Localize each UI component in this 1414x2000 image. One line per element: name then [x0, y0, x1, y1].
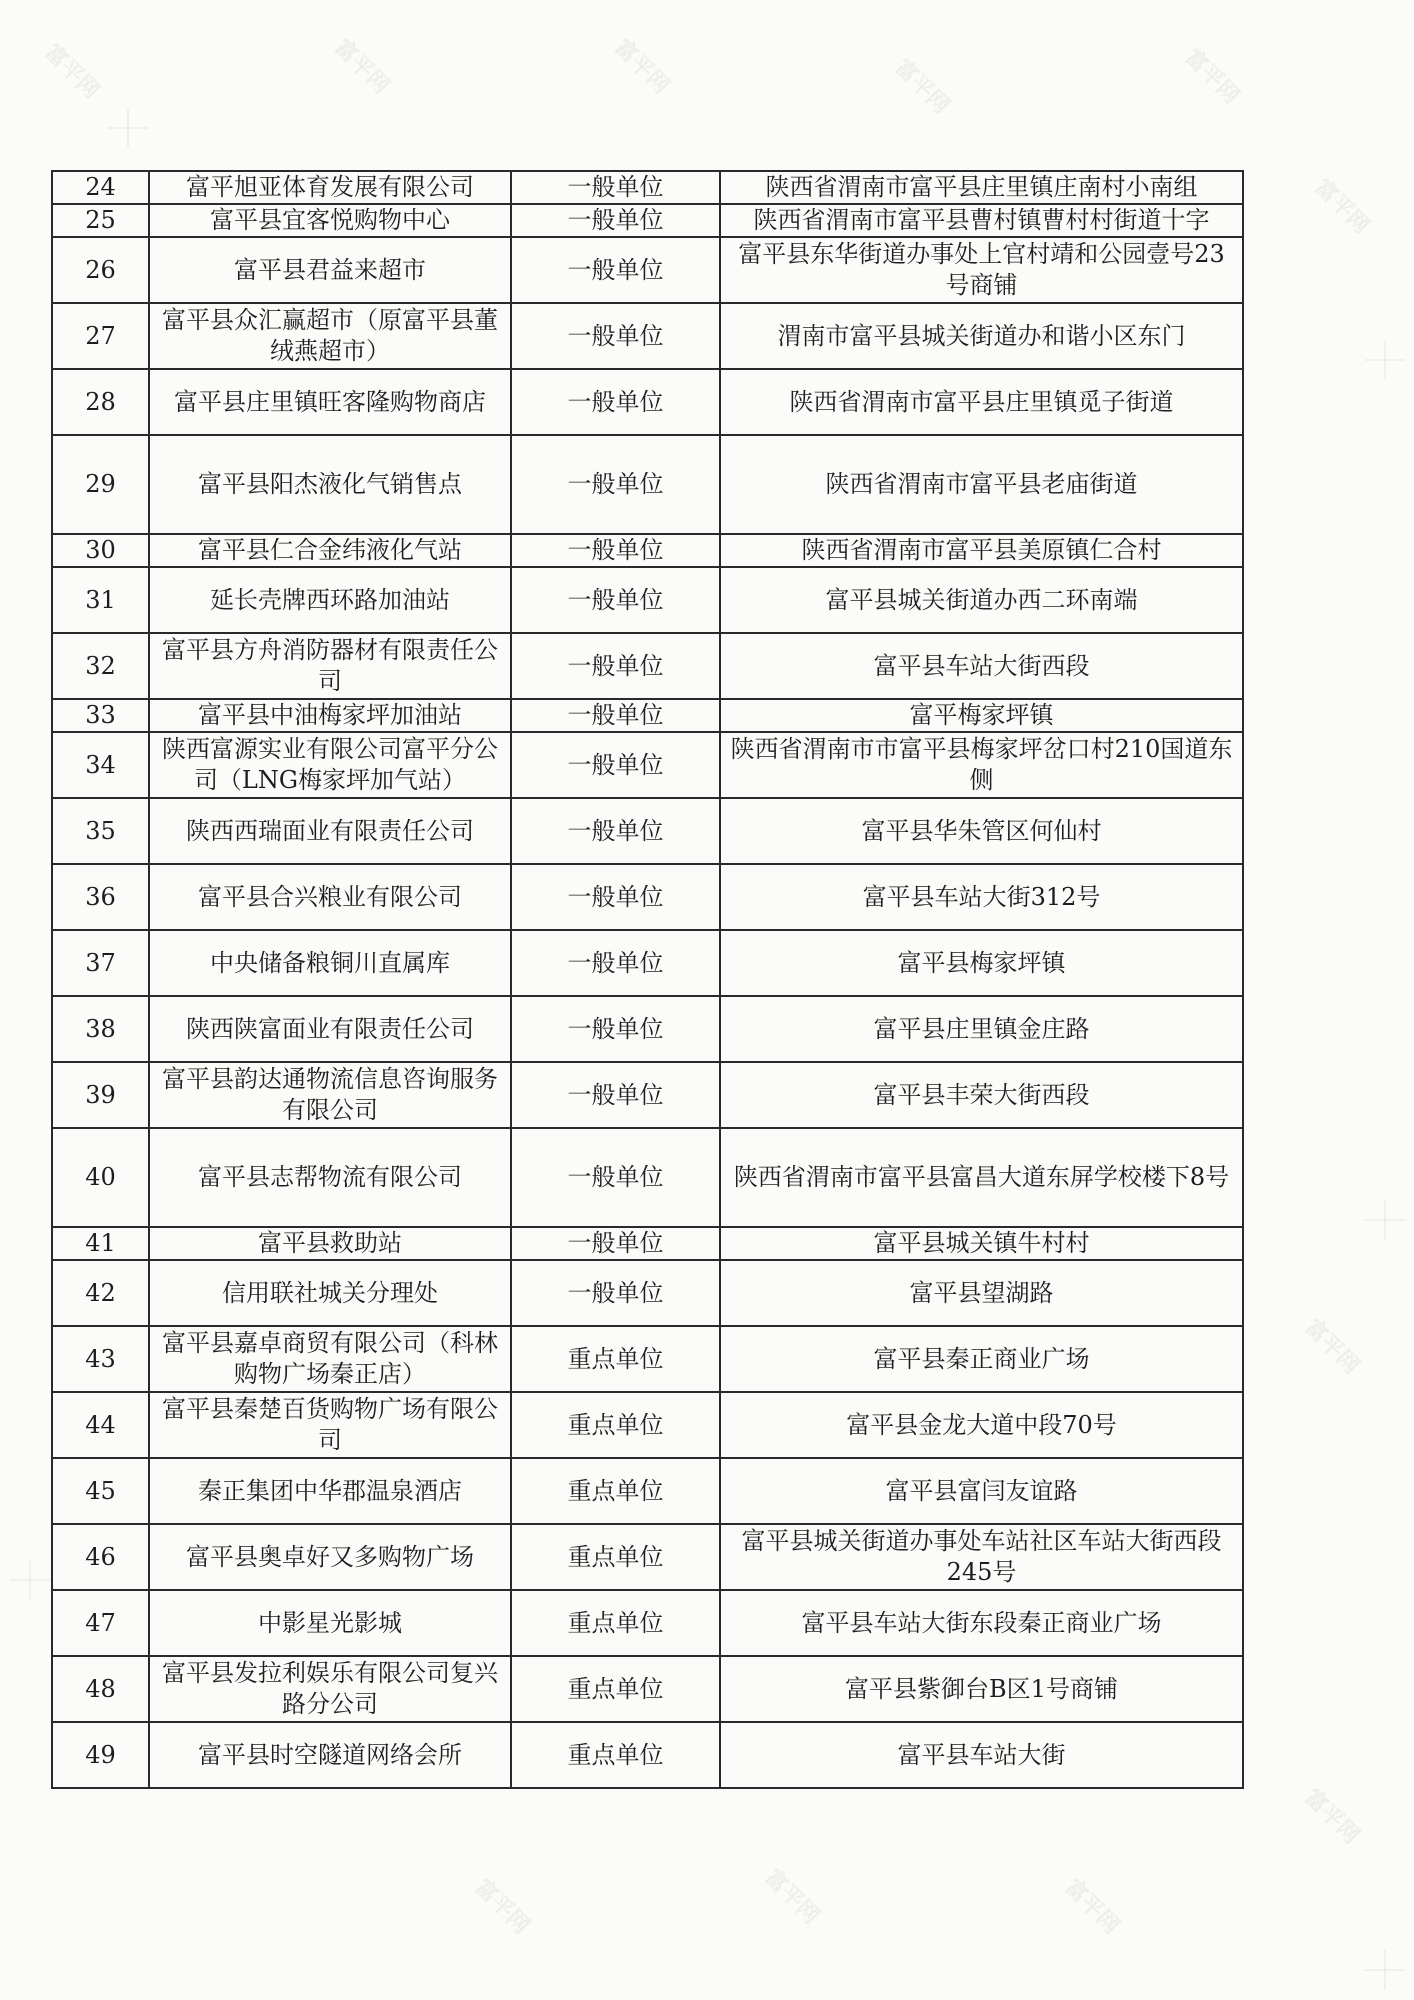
unit-name: 富平县奥卓好又多购物广场	[149, 1524, 511, 1590]
unit-address: 富平县华朱管区何仙村	[720, 798, 1243, 864]
unit-name: 富平县阳杰液化气销售点	[149, 435, 511, 534]
unit-address: 富平县望湖路	[720, 1260, 1243, 1326]
table-row	[52, 996, 1243, 1062]
table-row	[52, 1062, 1243, 1128]
unit-address: 陕西省渭南市富平县美原镇仁合村	[720, 534, 1243, 567]
unit-name: 富平县发拉利娱乐有限公司复兴路分公司	[149, 1656, 511, 1722]
unit-type: 一般单位	[511, 1128, 720, 1227]
unit-type: 一般单位	[511, 996, 720, 1062]
watermark: 富平网	[889, 54, 954, 120]
unit-address: 陕西省渭南市富平县庄里镇庄南村小南组	[720, 171, 1243, 204]
unit-name: 富平县韵达通物流信息咨询服务有限公司	[149, 1062, 511, 1128]
watermark: 富平网	[759, 1864, 824, 1930]
table-row	[52, 1590, 1243, 1656]
unit-address: 陕西省渭南市富平县老庙街道	[720, 435, 1243, 534]
table-row	[52, 1227, 1243, 1260]
unit-name: 陕西陕富面业有限责任公司	[149, 996, 511, 1062]
unit-type: 一般单位	[511, 534, 720, 567]
unit-name: 富平县庄里镇旺客隆购物商店	[149, 369, 511, 435]
unit-type: 一般单位	[511, 171, 720, 204]
watermark: 富平网	[39, 39, 104, 105]
row-number: 36	[52, 864, 149, 930]
table-row	[52, 633, 1243, 699]
watermark: 富平网	[1059, 1874, 1124, 1940]
row-number: 31	[52, 567, 149, 633]
watermark-cross	[1365, 1950, 1405, 1990]
unit-table	[51, 170, 1244, 1789]
unit-type: 一般单位	[511, 1260, 720, 1326]
row-number: 24	[52, 171, 149, 204]
unit-name: 中央储备粮铜川直属库	[149, 930, 511, 996]
unit-type: 重点单位	[511, 1392, 720, 1458]
unit-type: 一般单位	[511, 930, 720, 996]
unit-name: 富平县君益来超市	[149, 237, 511, 303]
unit-address: 富平县城关街道办事处车站社区车站大街西段245号	[720, 1524, 1243, 1590]
table-row	[52, 1458, 1243, 1524]
watermark: 富平网	[469, 1874, 534, 1940]
row-number: 27	[52, 303, 149, 369]
unit-address: 富平梅家坪镇	[720, 699, 1243, 732]
unit-address: 陕西省渭南市富平县富昌大道东屏学校楼下8号	[720, 1128, 1243, 1227]
watermark: 富平网	[1299, 1314, 1364, 1380]
unit-name: 富平县救助站	[149, 1227, 511, 1260]
unit-address: 富平县车站大街东段秦正商业广场	[720, 1590, 1243, 1656]
unit-address: 陕西省渭南市富平县曹村镇曹村村街道十字	[720, 204, 1243, 237]
watermark: 富平网	[1299, 1784, 1364, 1850]
table-row	[52, 1128, 1243, 1227]
unit-name: 陕西西瑞面业有限责任公司	[149, 798, 511, 864]
table-row	[52, 303, 1243, 369]
unit-name: 富平县众汇赢超市（原富平县董绒燕超市）	[149, 303, 511, 369]
row-number: 32	[52, 633, 149, 699]
row-number: 33	[52, 699, 149, 732]
watermark: 富平网	[609, 34, 674, 100]
unit-address: 富平县金龙大道中段70号	[720, 1392, 1243, 1458]
unit-address: 陕西省渭南市市富平县梅家坪岔口村210国道东侧	[720, 732, 1243, 798]
unit-name: 富平县中油梅家坪加油站	[149, 699, 511, 732]
unit-address: 富平县城关街道办西二环南端	[720, 567, 1243, 633]
row-number: 40	[52, 1128, 149, 1227]
watermark: 富平网	[1309, 174, 1374, 240]
unit-name: 富平县嘉卓商贸有限公司（科林购物广场秦正店）	[149, 1326, 511, 1392]
unit-type: 一般单位	[511, 699, 720, 732]
table-row	[52, 798, 1243, 864]
table-row	[52, 435, 1243, 534]
row-number: 44	[52, 1392, 149, 1458]
watermark-cross	[108, 108, 148, 148]
unit-type: 重点单位	[511, 1326, 720, 1392]
table-row	[52, 1656, 1243, 1722]
unit-address: 富平县富闫友谊路	[720, 1458, 1243, 1524]
unit-address: 富平县车站大街312号	[720, 864, 1243, 930]
unit-name: 陕西富源实业有限公司富平分公司（LNG梅家坪加气站）	[149, 732, 511, 798]
unit-name: 秦正集团中华郡温泉酒店	[149, 1458, 511, 1524]
watermark-cross	[1365, 1200, 1405, 1240]
table-row	[52, 1326, 1243, 1392]
row-number: 42	[52, 1260, 149, 1326]
table-row	[52, 699, 1243, 732]
row-number: 26	[52, 237, 149, 303]
unit-type: 一般单位	[511, 204, 720, 237]
row-number: 48	[52, 1656, 149, 1722]
unit-type: 一般单位	[511, 369, 720, 435]
unit-address: 富平县车站大街	[720, 1722, 1243, 1788]
unit-type: 重点单位	[511, 1656, 720, 1722]
unit-name: 富平县合兴粮业有限公司	[149, 864, 511, 930]
row-number: 46	[52, 1524, 149, 1590]
unit-address: 富平县丰荣大街西段	[720, 1062, 1243, 1128]
unit-name: 富平县仁合金纬液化气站	[149, 534, 511, 567]
table-row	[52, 171, 1243, 204]
unit-type: 一般单位	[511, 732, 720, 798]
unit-type: 重点单位	[511, 1590, 720, 1656]
unit-type: 一般单位	[511, 864, 720, 930]
table-row	[52, 732, 1243, 798]
table-row	[52, 930, 1243, 996]
table-row	[52, 1722, 1243, 1788]
unit-type: 一般单位	[511, 237, 720, 303]
row-number: 29	[52, 435, 149, 534]
unit-name: 富平县方舟消防器材有限责任公司	[149, 633, 511, 699]
table-row	[52, 1524, 1243, 1590]
watermark-cross	[1365, 340, 1405, 380]
row-number: 38	[52, 996, 149, 1062]
unit-type: 一般单位	[511, 435, 720, 534]
unit-name: 富平县宜客悦购物中心	[149, 204, 511, 237]
row-number: 45	[52, 1458, 149, 1524]
unit-type: 一般单位	[511, 303, 720, 369]
unit-name: 中影星光影城	[149, 1590, 511, 1656]
unit-name: 富平县志帮物流有限公司	[149, 1128, 511, 1227]
unit-address: 陕西省渭南市富平县庄里镇觅子街道	[720, 369, 1243, 435]
table-row	[52, 534, 1243, 567]
row-number: 30	[52, 534, 149, 567]
table-row	[52, 567, 1243, 633]
unit-address: 渭南市富平县城关街道办和谐小区东门	[720, 303, 1243, 369]
row-number: 34	[52, 732, 149, 798]
unit-address: 富平县车站大街西段	[720, 633, 1243, 699]
unit-type: 一般单位	[511, 1227, 720, 1260]
unit-name: 延长壳牌西环路加油站	[149, 567, 511, 633]
table-row	[52, 237, 1243, 303]
unit-name: 富平县秦楚百货购物广场有限公司	[149, 1392, 511, 1458]
unit-address: 富平县秦正商业广场	[720, 1326, 1243, 1392]
table-row	[52, 369, 1243, 435]
unit-address: 富平县庄里镇金庄路	[720, 996, 1243, 1062]
unit-address: 富平县东华街道办事处上官村靖和公园壹号23号商铺	[720, 237, 1243, 303]
unit-type: 一般单位	[511, 798, 720, 864]
unit-type: 一般单位	[511, 567, 720, 633]
unit-type: 重点单位	[511, 1458, 720, 1524]
unit-type: 重点单位	[511, 1722, 720, 1788]
table-row	[52, 1260, 1243, 1326]
unit-type: 重点单位	[511, 1524, 720, 1590]
unit-type: 一般单位	[511, 633, 720, 699]
row-number: 43	[52, 1326, 149, 1392]
unit-name: 富平旭亚体育发展有限公司	[149, 171, 511, 204]
row-number: 49	[52, 1722, 149, 1788]
unit-address: 富平县梅家坪镇	[720, 930, 1243, 996]
unit-address: 富平县城关镇牛村村	[720, 1227, 1243, 1260]
row-number: 37	[52, 930, 149, 996]
unit-address: 富平县紫御台B区1号商铺	[720, 1656, 1243, 1722]
unit-name: 富平县时空隧道网络会所	[149, 1722, 511, 1788]
row-number: 35	[52, 798, 149, 864]
unit-name: 信用联社城关分理处	[149, 1260, 511, 1326]
table-row	[52, 864, 1243, 930]
watermark: 富平网	[329, 34, 394, 100]
watermark-cross	[10, 1560, 50, 1600]
row-number: 39	[52, 1062, 149, 1128]
row-number: 28	[52, 369, 149, 435]
table-row	[52, 1392, 1243, 1458]
unit-type: 一般单位	[511, 1062, 720, 1128]
watermark: 富平网	[1179, 44, 1244, 110]
row-number: 25	[52, 204, 149, 237]
row-number: 47	[52, 1590, 149, 1656]
table-row	[52, 204, 1243, 237]
row-number: 41	[52, 1227, 149, 1260]
